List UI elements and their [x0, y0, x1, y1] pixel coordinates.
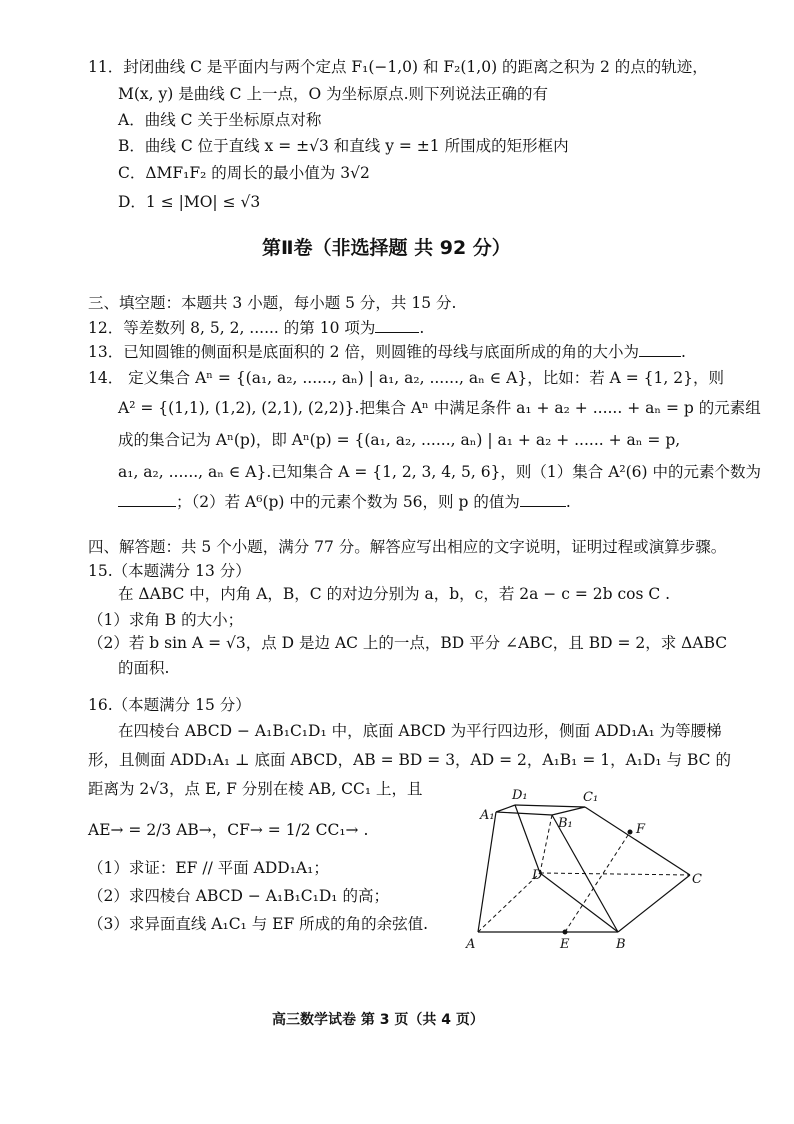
q12-answer-blank[interactable]: [375, 318, 419, 333]
q16-part2: （2）求四棱台 ABCD − A₁B₁C₁D₁ 的高；: [88, 887, 389, 905]
q16-line1: 在四棱台 ABCD − A₁B₁C₁D₁ 中，底面 ABCD 为平行四边形，侧面 ADD₁A₁ 为等腰梯: [118, 722, 722, 740]
q15-part2: （2）若 b sin A = √3，点 D 是边 AC 上的一点，BD 平分 ∠ABC，且 BD = 2，求 ΔABC: [88, 634, 728, 652]
q12-end: .: [419, 319, 425, 337]
q11-stem-line1: 11．封闭曲线 C 是平面内与两个定点 F₁(−1,0) 和 F₂(1,0) 的距离之积为 2 的点的轨迹，: [88, 58, 708, 76]
q16-part1: （1）求证：EF // 平面 ADD₁A₁；: [88, 859, 329, 877]
q15-stem: 在 ΔABC 中，内角 A，B，C 的对边分别为 a，b，c，若 2a − c = 2b cos C .: [118, 585, 671, 603]
point-e-marker: [563, 930, 568, 935]
label-d1: D₁: [512, 788, 528, 803]
section-title: 第Ⅱ卷（非选择题 共 92 分）: [262, 237, 511, 259]
q15-title: 15.（本题满分 13 分）: [88, 562, 251, 580]
label-c: C: [692, 872, 702, 887]
q15-part1: （1）求角 B 的大小；: [88, 611, 244, 629]
q16-title: 16.（本题满分 15 分）: [88, 696, 251, 714]
label-d: D: [532, 868, 543, 883]
q12-text: 12．等差数列 8, 5, 2, ...... 的第 10 项为: [88, 319, 376, 337]
q14-line3: 成的集合记为 Aⁿ(p)，即 Aⁿ(p) = {(a₁, a₂, ......, aₙ) | a₁ + a₂ + ...... + aₙ = p,: [118, 431, 681, 449]
frustum-diagram: [460, 775, 720, 955]
q14-end: .: [565, 493, 571, 511]
q14-line1: 14． 定义集合 Aⁿ = {(a₁, a₂, ......, aₙ) | a₁, a₂, ......, aₙ ∈ A}，比如：若 A = {1, 2}，则: [88, 369, 724, 387]
q15-part2-cont: 的面积.: [118, 659, 170, 677]
point-f-marker: [628, 830, 633, 835]
q13-answer-blank[interactable]: [639, 342, 681, 357]
q14-line5: [118, 492, 571, 512]
q13-line: [88, 342, 686, 362]
part3-header: 三、填空题：本题共 3 小题，每小题 5 分，共 15 分.: [88, 294, 457, 312]
q13-text: 13．已知圆锥的侧面积是底面积的 2 倍，则圆锥的母线与底面所成的角的大小为: [88, 343, 639, 361]
q14-answer-blank-1[interactable]: [118, 492, 176, 507]
q14-line2: A² = {(1,1), (1,2), (2,1), (2,2)}.把集合 Aⁿ 中满足条件 a₁ + a₂ + ...... + aₙ = p 的元素组: [118, 399, 761, 417]
part4-header: 四、解答题：共 5 个小题，满分 77 分。解答应写出相应的文字说明，证明过程或演算步骤。: [88, 538, 727, 556]
label-b: B: [616, 937, 626, 952]
q16-line3: 距离为 2√3，点 E, F 分别在棱 AB, CC₁ 上，且: [88, 780, 423, 798]
label-a1: A₁: [480, 808, 495, 823]
q11-option-a: A．曲线 C 关于坐标原点对称: [118, 111, 322, 129]
q14-answer-blank-2[interactable]: [520, 492, 566, 507]
label-a: A: [466, 937, 476, 952]
page-footer: 高三数学试卷 第 3 页（共 4 页）: [272, 1012, 484, 1028]
q12-line: [88, 318, 424, 338]
q16-line2: 形，且侧面 ADD₁A₁ ⊥ 底面 ABCD，AB = BD = 3，AD = 2，A₁B₁ = 1，A₁D₁ 与 BC 的: [88, 751, 731, 769]
q16-part3: （3）求异面直线 A₁C₁ 与 EF 所成的角的余弦值.: [88, 915, 429, 933]
label-c1: C₁: [583, 790, 599, 805]
q14-line5-text: ；（2）若 A⁶(p) 中的元素个数为 56，则 p 的值为: [176, 493, 520, 511]
q11-option-d: D．1 ≤ |MO| ≤ √3: [118, 193, 261, 211]
q13-end: .: [680, 343, 686, 361]
label-b1: B₁: [558, 816, 573, 831]
q11-option-b: B．曲线 C 位于直线 x = ±√3 和直线 y = ±1 所围成的矩形框内: [118, 137, 569, 155]
label-e: E: [560, 937, 570, 952]
q14-line4: a₁, a₂, ......, aₙ ∈ A}.已知集合 A = {1, 2, 3, 4, 5, 6}，则（1）集合 A²(6) 中的元素个数为: [118, 463, 761, 481]
q16-line4: AE→ = 2/3 AB→，CF→ = 1/2 CC₁→ .: [88, 821, 369, 839]
q11-option-c: C．ΔMF₁F₂ 的周长的最小值为 3√2: [118, 164, 370, 182]
label-f: F: [636, 822, 646, 837]
q11-stem-line2: M(x, y) 是曲线 C 上一点，O 为坐标原点.则下列说法正确的有: [118, 85, 549, 103]
